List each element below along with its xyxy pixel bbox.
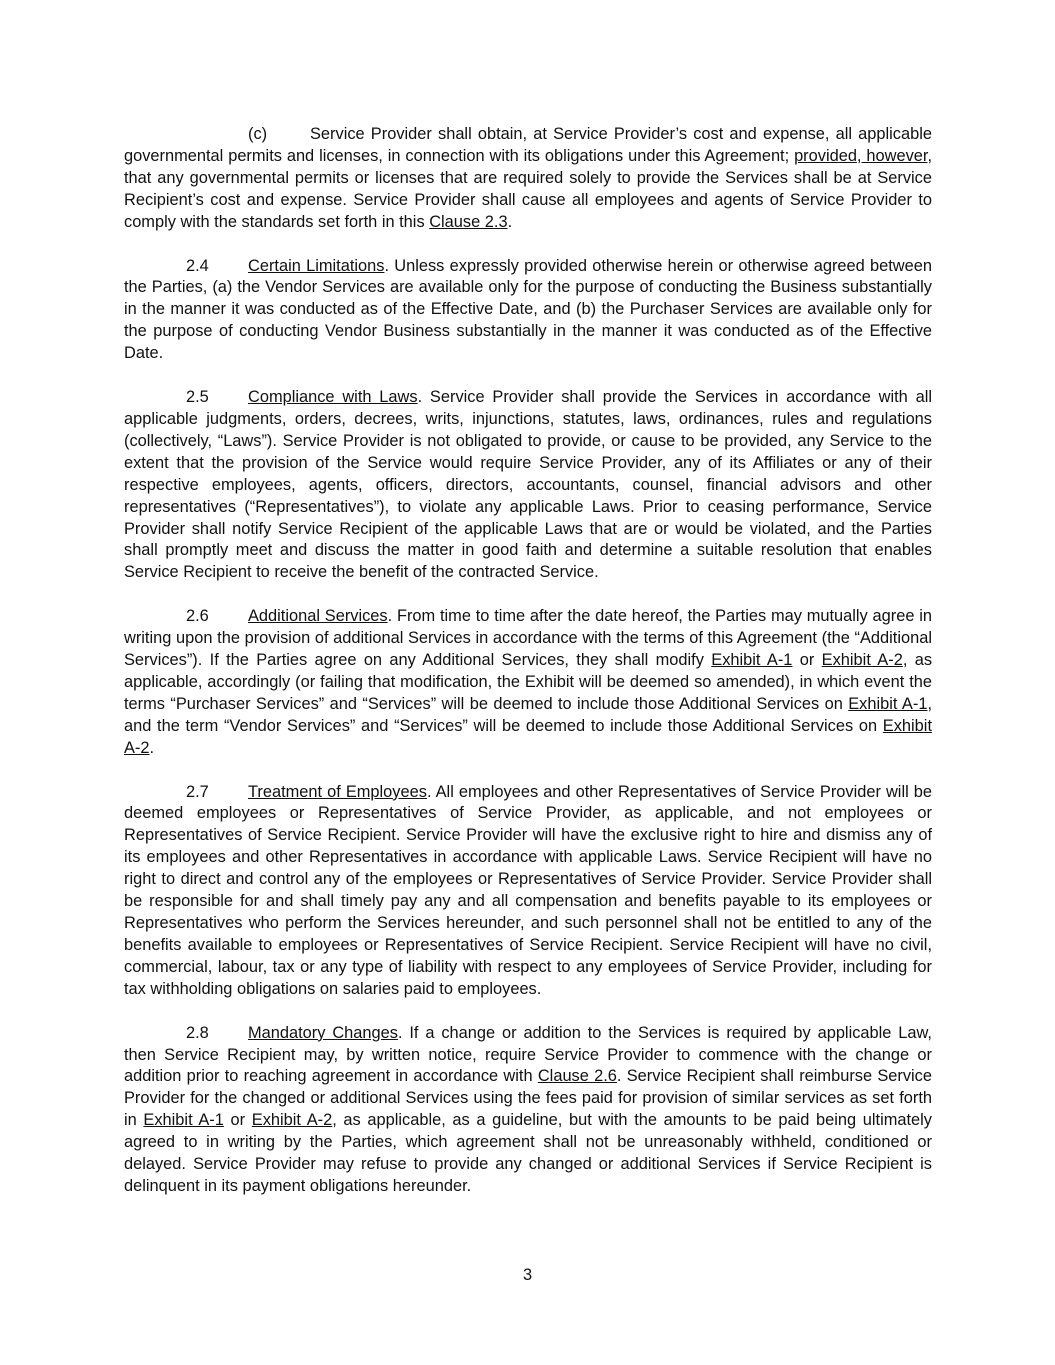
section-2-7: 2.7 Treatment of Employees. All employees and other Representatives of Service Provider will be deemed employees or Representatives of Service Provider, as applicable, and not employees or Representatives of Service Recipient. Service Provider will have the exclusive right to hire and dismiss any of its employees and other Representatives in accordance with applicable Laws. Service Recipient will have no right to direct and control any of the employees or Representatives of Service Provider. Service Provider shall be responsible for and shall timely pay any and all compensation and benefits payable to its employees or Representatives who perform the Services hereunder, and such personnel shall not be entitled to any of the benefits available to employees or Representatives of Service Recipient. Service Recipient will have no civil, commercial, labour, tax or any type of liability with respect to any employees of Service Provider, including for tax withholding obligations on salaries paid to employees.	[124, 782, 932, 998]
section-2-5: 2.5 Compliance with Laws. Service Provider shall provide the Services in accordance with all applicable judgments, orders, decrees, writs, injunctions, statutes, laws, ordinances, rules and regulations (collectively, “Laws”). Service Provider is not obligated to provide, or cause to be provided, any Service to the extent that the provision of the Service would require Service Provider, any of its Affiliates or any of their respective employees, agents, officers, directors, accountants, counsel, financial advisors and other representatives (“Representatives”), to violate any applicable Laws. Prior to ceasing performance, Service Provider shall notify Service Recipient of the applicable Laws that are or would be violated, and the Parties shall promptly meet and discuss the matter in good faith and determine a suitable resolution that enables Service Recipient to receive the benefit of the contracted Service.	[124, 388, 932, 582]
section-2-8: 2.8 Mandatory Changes. If a change or addition to the Services is required by applicable Law, then Service Recipient may, by written notice, require Service Provider to commence with the change or addition prior to reaching agreement in accordance with Clause 2.6. Service Recipient shall reimburse Service Provider for the changed or additional Services using the fees paid for provision of similar services as set forth in Exhibit A-1 or Exhibit A-2, as applicable, as a guideline, but with the amounts to be paid being ultimately agreed to in writing by the Parties, which agreement shall not be unreasonably withheld, conditioned or delayed. Service Provider may refuse to provide any changed or additional Services if Service Recipient is delinquent in its payment obligations hereunder.	[124, 1023, 932, 1195]
exhibit-a-1-reference[interactable]: Exhibit A-1	[711, 651, 793, 670]
exhibit-a-2-reference[interactable]: Exhibit A-2	[124, 716, 932, 757]
exhibit-a-1-reference[interactable]: Exhibit A-1	[143, 1111, 224, 1130]
clause-2-6-reference[interactable]: Clause 2.6	[537, 1067, 617, 1086]
page-number: 3	[522, 1266, 533, 1284]
section-heading: Compliance with Laws	[248, 388, 418, 407]
section-number: 2.5	[186, 388, 209, 407]
clause-label: (c)	[248, 125, 268, 143]
section-number: 2.4	[186, 256, 209, 275]
section-number: 2.8	[186, 1023, 209, 1042]
section-number: 2.6	[186, 607, 209, 626]
section-number: 2.7	[186, 782, 209, 801]
clause-2-3-reference[interactable]: Clause 2.3	[429, 212, 508, 231]
clause-2-3-c: (c) Service Provider shall obtain, at Service Provider’s cost and expense, all applicable governmental permits and licenses, in connection with its obligations under this Agreement; provided, however, that any governmental permits or licenses that are required solely to provide the Services shall be at Service Recipient’s cost and expense. Service Provider shall cause all employees and agents of Service Provider to comply with the standards set forth in this Clause 2.3.	[124, 125, 932, 231]
document-page	[124, 124, 932, 1220]
section-heading: Additional Services	[248, 607, 388, 626]
exhibit-a-1-reference[interactable]: Exhibit A-1	[848, 694, 928, 713]
section-heading: Treatment of Employees	[248, 782, 427, 801]
exhibit-a-2-reference[interactable]: Exhibit A-2	[251, 1111, 333, 1130]
section-2-6: 2.6 Additional Services. From time to time after the date hereof, the Parties may mutually agree in writing upon the provision of additional Services in accordance with the terms of this Agreement (the “Additional Services”). If the Parties agree on any Additional Services, they shall modify Exhibit A-1 or Exhibit A-2, as applicable, accordingly (or failing that modification, the Exhibit will be deemed so amended), in which event the terms “Purchaser Services” and “Services” will be deemed to include those Additional Services on Exhibit A-1, and the term “Vendor Services” and “Services” will be deemed to include those Additional Services on Exhibit A-2.	[124, 607, 933, 757]
section-heading: Mandatory Changes	[248, 1023, 398, 1042]
exhibit-a-2-reference[interactable]: Exhibit A-2	[821, 651, 903, 670]
section-heading: Certain Limitations	[248, 256, 385, 275]
provided-however-term: provided, however	[794, 146, 928, 165]
section-2-4: 2.4 Certain Limitations. Unless expressly provided otherwise herein or otherwise agreed between the Parties, (a) the Vendor Services are available only for the purpose of conducting the Business substantially in the manner it was conducted as of the Effective Date, and (b) the Purchaser Services are available only for the purpose of conducting Vendor Business substantially in the manner it was conducted as of the Effective Date.	[124, 256, 932, 363]
